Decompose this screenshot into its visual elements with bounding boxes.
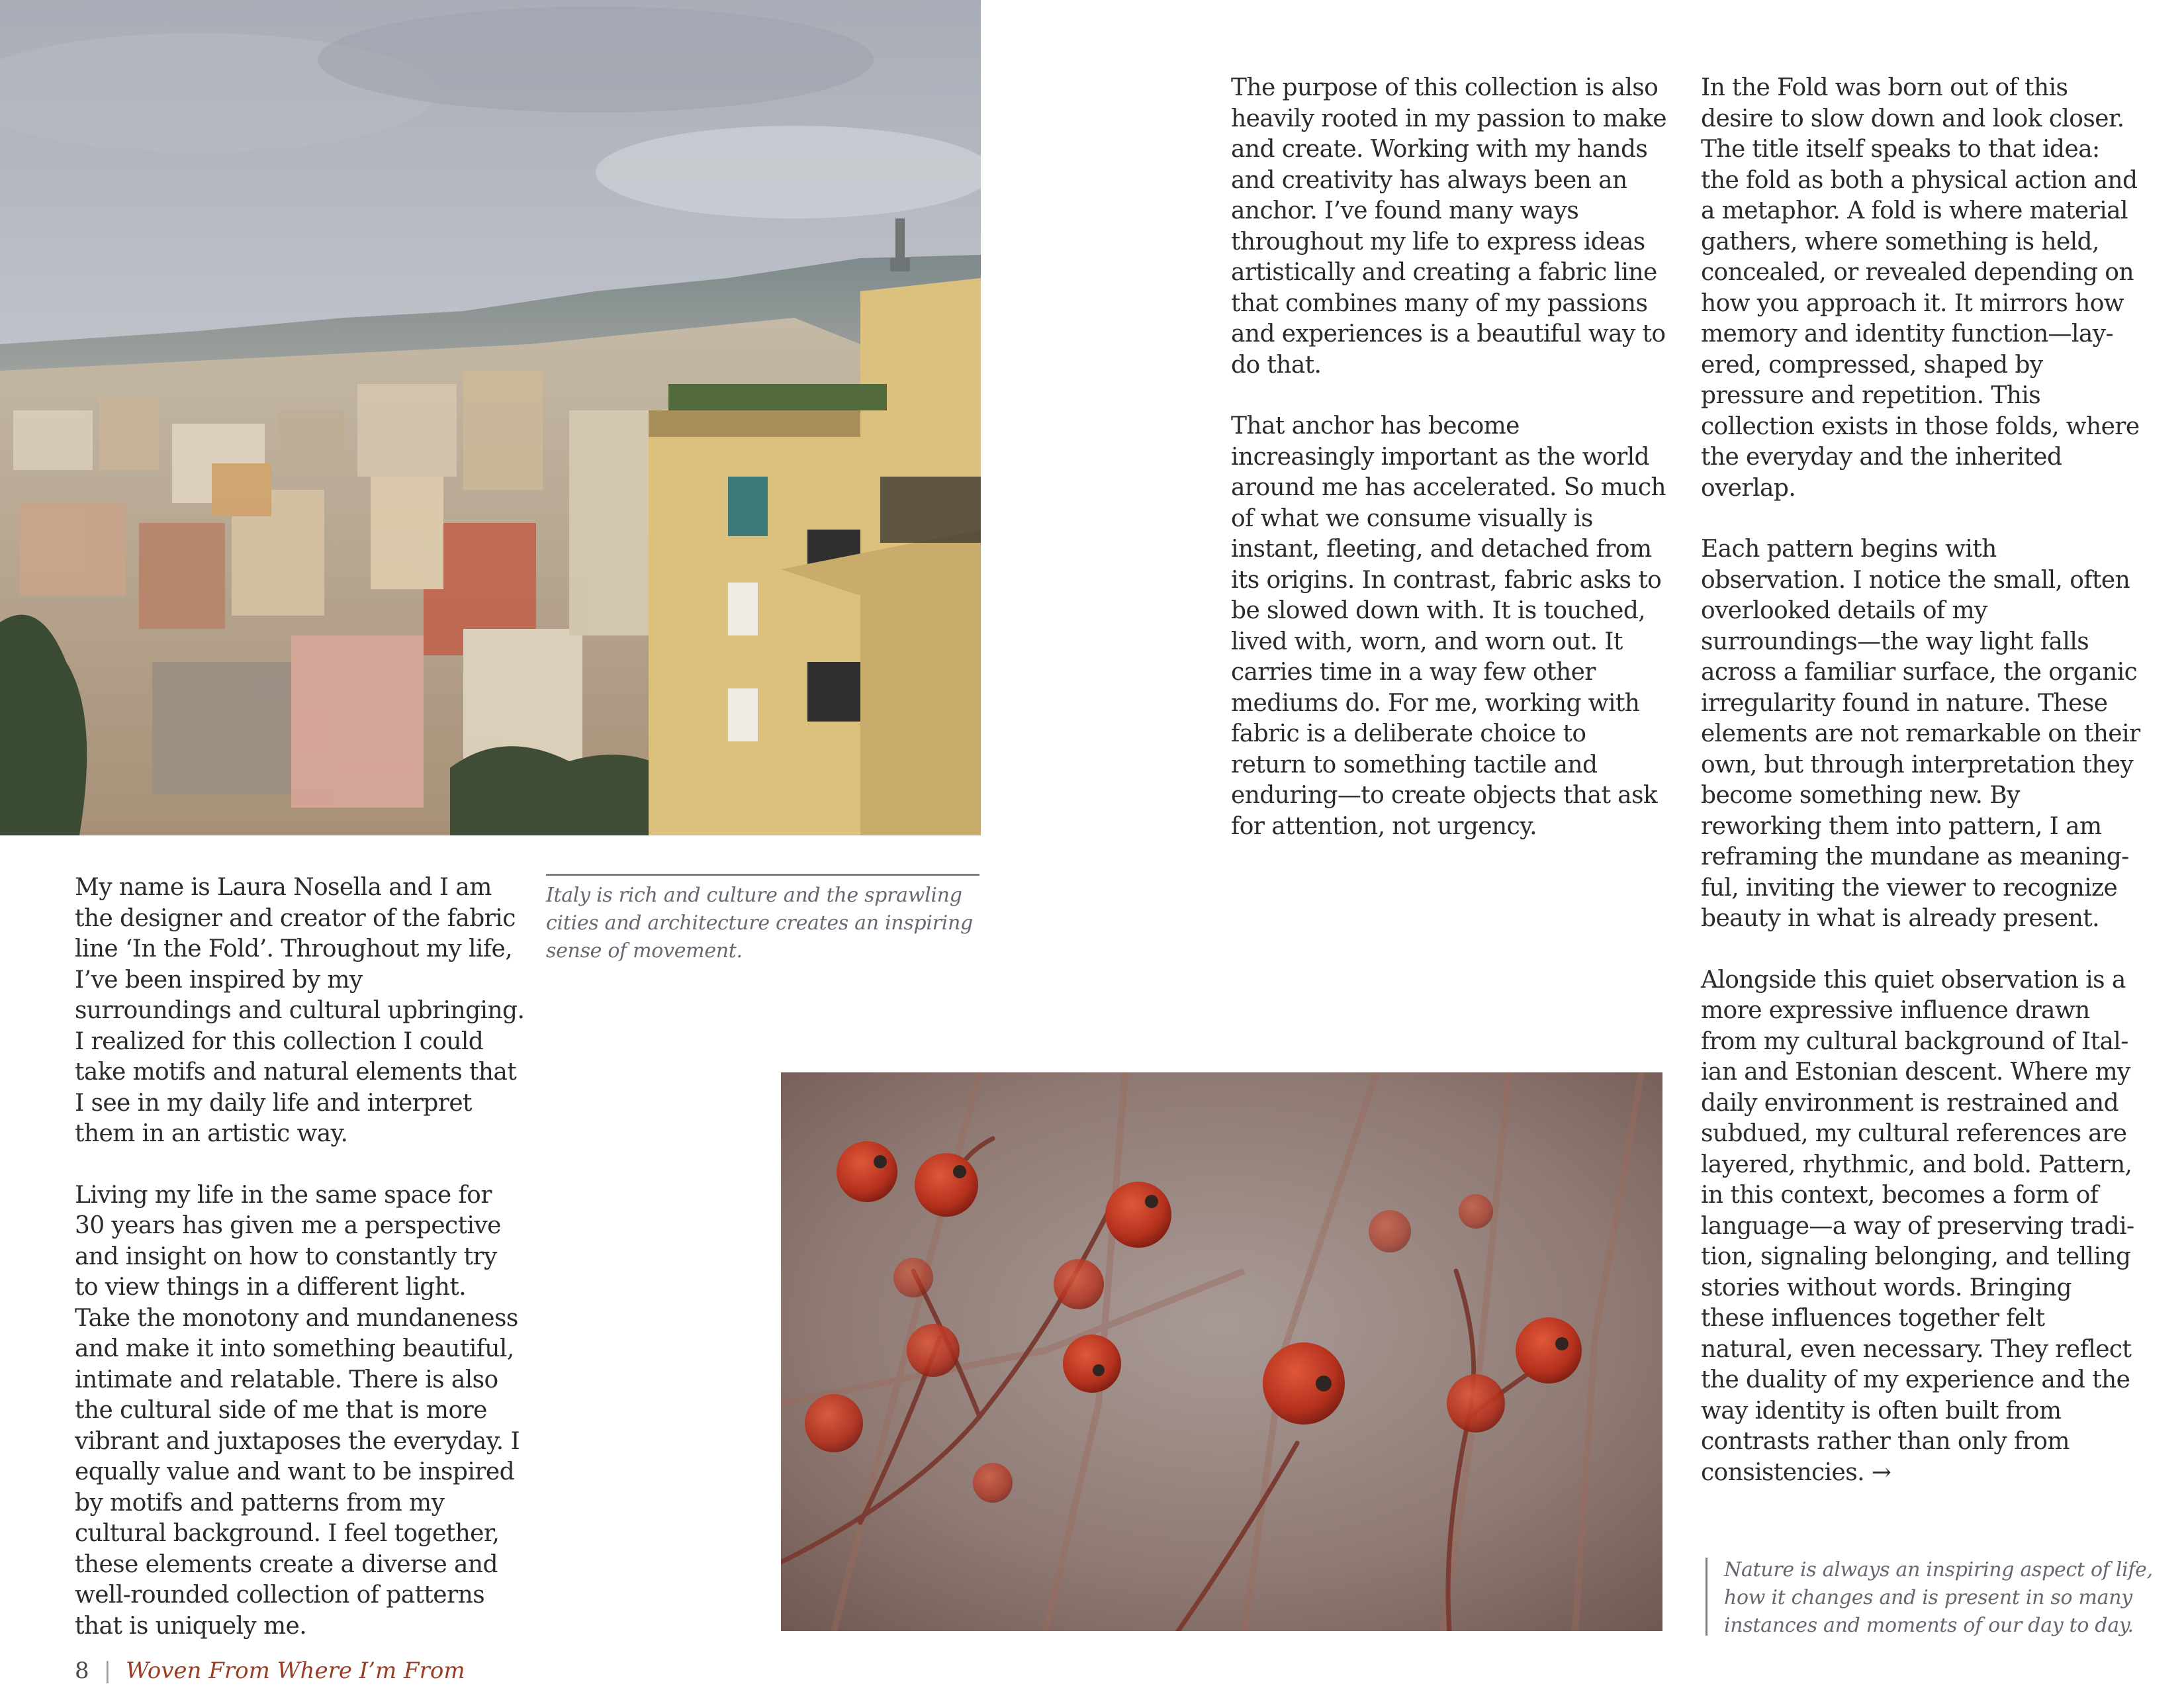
publication-title: Woven From Where I’m From — [126, 1658, 465, 1684]
paragraph: In the Fold was born out of this desire to slow down and look closer. The title itself speaks to that idea: the fold as both a physical action and a metaphor. A fold is where material gathers, where something is held, concealed, or revealed depending on how you approach it. It mirrors how memory and identity function—layered, compressed, shaped by pressure and repetition. This collection exists in those folds, where the everyday and the inherited overlap. — [1701, 74, 2140, 502]
caption-divider — [1706, 1558, 1707, 1636]
paragraph: Living my life in the same space for 30 years has given me a perspective and insight on how to constantly try to view things in a different light. Take the monotony and mundaneness and make it into something beautiful, intimate and relatable. There is also the cultural side of me that is more vibrant and juxtaposes the everyday. I equally value and want to be inspired by motifs and patterns from my cultural background. I feel together, these elements create a diverse and well-rounded collection of patterns that is uniquely me. — [75, 1181, 520, 1640]
caption-divider — [546, 874, 979, 876]
paragraph: My name is Laura Nosella and I am the designer and creator of the fabric line ‘In the Fold’. Throughout my life, I’ve been inspired by my surroundings and cultural upbringing. I realized for this collection I could take motifs and natural elements that I see in my daily life and interpret them in an artistic way. — [75, 874, 525, 1147]
paragraph: Alongside this quiet observation is a more expressive influence drawn from my cultural background of Italian and Estonian descent. Where my daily environment is restrained and subdued, my cultural references are layered, rhythmic, and bold. Pattern, in this context, becomes a form of language—a way of preserving tradition, signaling belonging, and telling stories without words. Bringing these influences together felt natural, even necessary. They reflect the duality of my experience and the way identity is often built from contrasts rather than only from consistencies. → — [1701, 966, 2135, 1486]
city-skyline-photo — [0, 0, 981, 835]
footer-separator: | — [103, 1658, 112, 1684]
rosehip-berries-photo — [781, 1072, 1662, 1631]
page-footer — [75, 1656, 465, 1685]
left-text-column — [75, 872, 525, 1672]
nature-photo-caption: Nature is always an inspiring aspect of life, how it changes and is present in so many instances and moments of our day to day. — [1724, 1558, 2153, 1637]
paragraph: Each pattern begins with observation. I notice the small, often overlooked details of my surroundings—the way light falls across a familiar surface, the organic irregularity found in nature. These elements are not remarkable on their own, but through interpretation they become something new. By reworking them into pattern, I am reframing the mundane as meaningful, inviting the viewer to recognize beauty in what is already present. — [1701, 536, 2140, 932]
paragraph: That anchor has become increasingly important as the world around me has accelerated. So much of what we consume visually is instant, fleeting, and detached from its origins. In contrast, fabric asks to be slowed down with. It is touched, lived with, worn, and worn out. It carries time in a way few other mediums do. For me, working with fabric is a deliberate choice to return to something tactile and enduring—to create objects that ask for attention, not urgency. — [1231, 412, 1666, 840]
city-photo-caption: Italy is rich and culture and the sprawling cities and architecture creates an inspiring sense of movement. — [546, 884, 973, 962]
middle-text-column — [1231, 73, 1668, 872]
paragraph: The purpose of this collection is also heavily rooted in my passion to make and create. Working with my hands and creativity has always been an anchor. I’ve found many ways throughout my life to express ideas artistically and creating a fabric line that combines many of my passions and experiences is a beautiful way to do that. — [1231, 74, 1666, 379]
page-number: 8 — [75, 1658, 89, 1684]
right-text-column — [1701, 73, 2142, 1519]
